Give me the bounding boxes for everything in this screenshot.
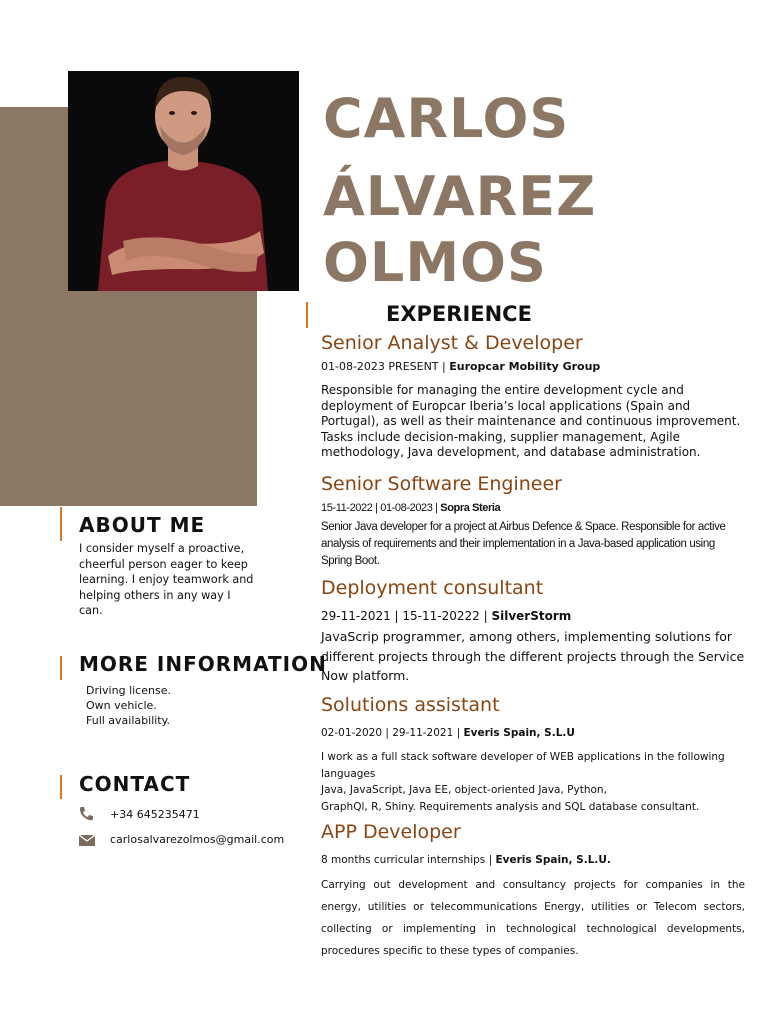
job-dates: 29-11-2021 | 15-11-20222 |: [321, 609, 492, 623]
job-dates: 01-08-2023 PRESENT |: [321, 360, 450, 373]
more-info-item: Driving license.: [86, 684, 171, 697]
job-title: APP Developer: [321, 821, 461, 843]
job-title: Deployment consultant: [321, 577, 544, 599]
job-meta: [321, 360, 600, 373]
more-info-item: Full availability.: [86, 714, 171, 727]
job-meta: [321, 502, 500, 514]
contact-accent-bar: [60, 775, 62, 799]
job-description: Senior Java developer for a project at Airbus Defence & Space. Responsible for active analysis of requirements and their implementation in a Java-based application using Spring Boot.: [321, 521, 726, 567]
job-description: JavaScrip programmer, among others, implementing solutions for different projects through the different projects through the Service Now platform.: [321, 629, 745, 683]
job-desc-paragraph: Java, JavaScript, Java EE, object-oriented Java, Python,: [321, 784, 607, 796]
job-dates: 8 months curricular internships |: [321, 854, 496, 866]
job-description: [321, 383, 745, 461]
job-desc-paragraph: GraphQl, R, Shiny. Requirements analysis and SQL database consultant.: [321, 800, 700, 813]
more-info-title: MORE INFORMATION: [79, 652, 327, 676]
job-company: Everis Spain, S.L.U: [463, 727, 575, 739]
job-desc-paragraph: Tasks include decision-making, supplier management, Agile methodology, Java development, and database administration.: [321, 429, 701, 459]
job-description: Carrying out development and consultancy projects for companies in the energy, utilities or telecommunications Energy, utilities or Telecom sectors, collecting or implementing in technological technological developments, procedures specific to these types of companies.: [321, 879, 745, 957]
job-meta: [321, 609, 571, 623]
job-desc-paragraph: I work as a full stack software developer of WEB applications in the following languages: [321, 751, 725, 780]
more-info-item: Own vehicle.: [86, 699, 157, 712]
envelope-icon: [78, 831, 96, 847]
job-company: Sopra Steria: [440, 502, 501, 514]
about-text: I consider myself a proactive, cheerful person eager to keep learning. I enjoy teamwork and helping others in any way I can.: [79, 542, 254, 617]
job-company: Europcar Mobility Group: [449, 360, 601, 373]
job-desc-paragraph: Responsible for managing the entire development cycle and deployment of Europcar Iberia’s local applications (Spain and Portugal), as well as their maintenance and continuous improvement.: [321, 383, 741, 428]
job-meta: [321, 854, 611, 866]
phone-icon: [78, 806, 96, 822]
about-accent-bar: [60, 507, 62, 541]
job-company: Everis Spain, S.L.U.: [495, 854, 611, 866]
job-title: Solutions assistant: [321, 694, 500, 716]
job-dates: 15-11-2022 | 01-08-2023 |: [321, 502, 441, 514]
name-first: CARLOS: [323, 87, 570, 150]
more-info-list: [86, 683, 171, 728]
job-title: Senior Analyst & Developer: [321, 332, 583, 354]
contact-phone-row: [78, 806, 200, 822]
contact-email-row: [78, 831, 284, 847]
experience-accent-bar: [306, 302, 308, 328]
contact-email[interactable]: carlosalvarezolmos@gmail.com: [110, 832, 285, 846]
contact-phone[interactable]: +34 645235471: [110, 807, 200, 821]
more-info-accent-bar: [60, 656, 62, 680]
about-title: ABOUT ME: [79, 513, 206, 537]
job-meta: [321, 727, 575, 739]
experience-title: EXPERIENCE: [386, 302, 532, 326]
contact-title: CONTACT: [79, 772, 191, 796]
job-description: [321, 749, 745, 815]
name-surname-2: OLMOS: [323, 231, 547, 294]
job-company: SilverStorm: [491, 609, 572, 623]
portrait-illustration: [68, 71, 299, 291]
profile-photo: [68, 71, 299, 291]
name-surname-1: ÁLVAREZ: [323, 165, 597, 228]
job-dates: 02-01-2020 | 29-11-2021 |: [321, 727, 464, 739]
job-title: Senior Software Engineer: [321, 473, 562, 495]
